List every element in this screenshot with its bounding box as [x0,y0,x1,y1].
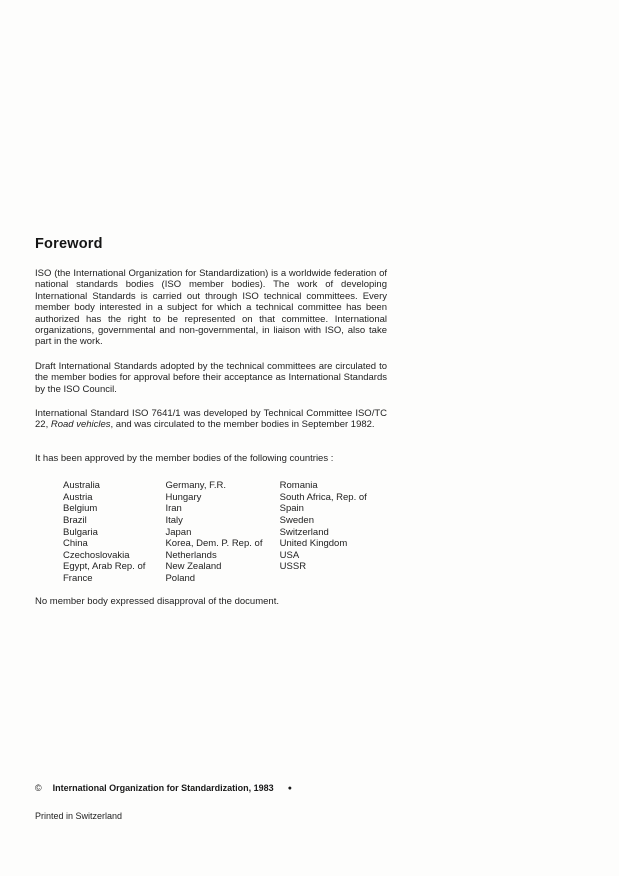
paragraph-standard-development [35,408,387,431]
approval-intro: It has been approved by the member bodies of the following countries : [35,452,334,464]
page-footer [35,783,435,821]
bullet-icon: ● [287,784,292,792]
country: Italy [165,515,183,527]
country: Iran [165,503,182,515]
country: France [63,573,93,585]
country-column-2 [165,480,279,584]
country: Korea, Dem. P. Rep. of [165,538,263,550]
country: China [63,538,88,550]
development-text-pre: International Standard ISO 7641/1 was developed by Technical Committee ISO/TC 22, [35,408,387,431]
country-column-1 [63,480,165,584]
country: Egypt, Arab Rep. of [63,561,146,573]
development-text-post: , and was circulated to the member bodies in September 1982. [110,419,375,431]
paragraph-iso-federation: ISO (the International Organization for Standardization) is a worldwide federation of national standards bodies (ISO member bodies). The work of developing International Standards is carried out through ISO technical committees. Every member body interested in a subject for which a technical committee has been authorized has the right to be represented on that committee. International organizations, governmental and non-governmental, in liaison with ISO, also take part in the work. [35,268,387,348]
copyright-line [35,783,435,793]
country-column-3 [280,480,387,584]
country: Netherlands [165,549,217,561]
country: South Africa, Rep. of [279,491,367,503]
country: New Zealand [165,561,222,573]
country: Czechoslovakia [63,549,130,561]
country: Australia [63,480,100,492]
country: Japan [165,526,192,538]
country: USSR [279,561,307,573]
copyright-text: International Organization for Standardization, 1983 [52,783,274,793]
country: Romania [279,480,318,492]
country-list [63,480,387,584]
committee-title-italic: Road vehicles [50,419,111,431]
foreword-section [35,236,387,607]
country: Brazil [63,515,87,527]
country: United Kingdom [279,538,348,550]
no-disapproval-note: No member body expressed disapproval of the document. [35,595,279,607]
country: Austria [63,491,93,503]
country: Belgium [63,503,98,515]
country: USA [279,549,300,561]
printed-in-note: Printed in Switzerland [35,811,123,821]
country: Bulgaria [63,526,98,538]
page-title: Foreword [35,236,103,252]
country: Germany, F.R. [165,480,226,492]
country: Switzerland [279,526,329,538]
paragraph-draft-standards: Draft International Standards adopted by the technical committees are circulated to the member bodies for approval before their acceptance as International Standards by the ISO Council. [35,360,387,395]
country: Poland [165,573,196,585]
country: Spain [279,503,304,515]
country: Sweden [279,515,314,527]
copyright-icon: © [35,783,42,793]
country: Hungary [165,491,202,503]
